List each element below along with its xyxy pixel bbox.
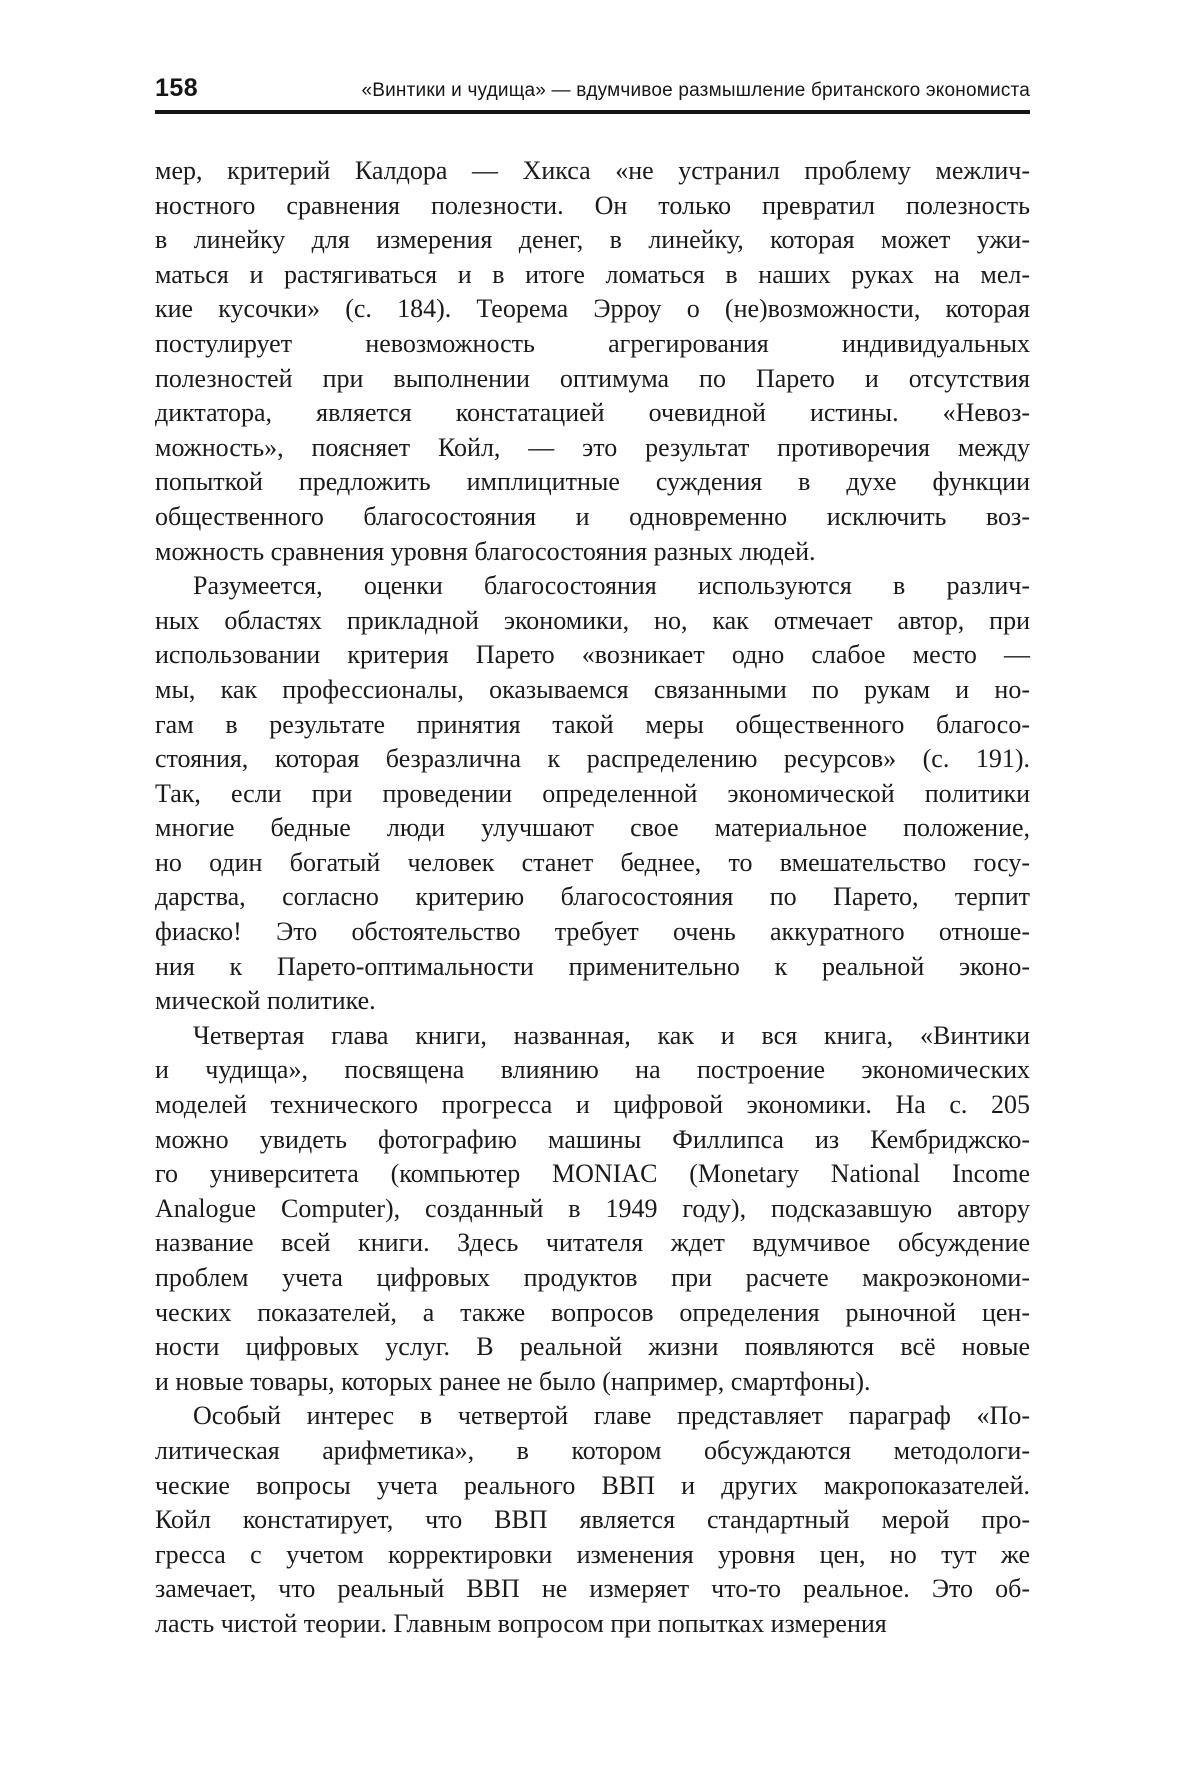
text-line: название всей книги. Здесь читателя ждет вдумчивое обсуждение (155, 1228, 1030, 1258)
text-line: но один богатый человек станет беднее, то вмешательство госу- (155, 847, 1030, 877)
text-line: Особый интерес в четвертой главе представляет параграф «По- (193, 1401, 1030, 1431)
text-line: мер, критерий Калдора — Хикса «не устранил проблему межлич- (155, 156, 1030, 185)
text-line: попыткой предложить имплицитные суждения в духе функции (155, 467, 1030, 497)
text-line: Так, если при проведении определенной экономической политики (155, 778, 1030, 808)
text-line: ния к Парето-оптимальности применительно к реальной эконо- (155, 951, 1030, 981)
text-line: ности цифровых услуг. В реальной жизни появляются всё новые (155, 1332, 1030, 1362)
text-line: ческих показателей, а также вопросов определения рыночной цен- (155, 1297, 1030, 1327)
text-line: гресса с учетом корректировки изменения уровня цен, но тут же (155, 1539, 1030, 1569)
running-head (155, 0, 1030, 114)
text-line: ческие вопросы учета реального ВВП и других макропоказателей. (155, 1470, 1030, 1500)
text-line: Четвертая глава книги, названная, как и вся книга, «Винтики (193, 1020, 1030, 1050)
text-line: кие кусочки» (с. 184). Теорема Эрроу о (не)возможности, которая (155, 294, 1030, 324)
text-line: в линейку для измерения денег, в линейку, которая может ужи- (155, 225, 1030, 255)
text-line: и новые товары, которых ранее не было (например, смартфоны). (155, 1366, 871, 1396)
text-column (155, 0, 1030, 1642)
text-line: и чудища», посвящена влиянию на построение экономических (155, 1055, 1030, 1085)
text-line: постулирует невозможность агрегирования индивидуальных (155, 328, 1030, 358)
text-line: го университета (компьютер MONIAC (Monetary National Income (155, 1159, 1030, 1189)
text-line: моделей технического прогресса и цифровой экономики. На с. 205 (155, 1090, 1030, 1120)
text-line: можность сравнения уровня благосостояния разных людей. (155, 536, 816, 566)
text-line: гам в результате принятия такой меры общественного благосо- (155, 709, 1030, 739)
text-line: использовании критерия Парето «возникает одно слабое место — (155, 640, 1030, 670)
text-line: стояния, которая безразлична к распределению ресурсов» (с. 191). (155, 744, 1030, 774)
text-line: многие бедные люди улучшают свое материальное положение, (155, 813, 1030, 843)
text-line: общественного благосостояния и одновременно исключить воз- (155, 501, 1030, 531)
paragraph (155, 154, 1030, 569)
running-title: «Винтики и чудища» — вдумчивое размышление британского экономиста (361, 80, 1030, 101)
text-line: Analogue Computer), созданный в 1949 году), подсказавшую автору (155, 1193, 1030, 1223)
text-line: фиаско! Это обстоятельство требует очень аккуратного отноше- (155, 917, 1030, 947)
text-line: можность», поясняет Койл, — это результат противоречия между (155, 432, 1030, 462)
text-line: ных областях прикладной экономики, но, как отмечает автор, при (155, 605, 1030, 635)
paragraph (155, 1399, 1030, 1641)
text-line: Койл констатирует, что ВВП является стандартный мерой про- (155, 1505, 1030, 1535)
text-line: Разумеется, оценки благосостояния используются в различ- (193, 571, 1030, 601)
text-line: ностного сравнения полезности. Он только превратил полезность (155, 190, 1030, 220)
text-line: диктатора, является констатацией очевидной истины. «Невоз- (155, 398, 1030, 428)
text-line: маться и растягиваться и в итоге ломаться в наших руках на мел- (155, 259, 1030, 289)
text-line: можно увидеть фотографию машины Филлипса из Кембриджско- (155, 1124, 1030, 1154)
text-line: замечает, что реальный ВВП не измеряет что-то реальное. Это об- (155, 1574, 1030, 1604)
text-line: мической политике. (155, 986, 376, 1016)
text-line: дарства, согласно критерию благосостояния по Парето, терпит (155, 882, 1030, 912)
page-number: 158 (155, 74, 199, 102)
body-text (155, 154, 1030, 1642)
paragraph (155, 1019, 1030, 1400)
text-line: полезностей при выполнении оптимума по Парето и отсутствия (155, 363, 1030, 393)
paragraph (155, 569, 1030, 1019)
running-head-rule (155, 74, 1030, 114)
text-line: проблем учета цифровых продуктов при расчете макроэкономи- (155, 1263, 1030, 1292)
text-line: ласть чистой теории. Главным вопросом при попытках измерения (155, 1608, 887, 1638)
text-line: литическая арифметика», в котором обсуждаются методологи- (155, 1435, 1030, 1465)
text-line: мы, как профессионалы, оказываемся связанными по рукам и но- (155, 674, 1030, 704)
